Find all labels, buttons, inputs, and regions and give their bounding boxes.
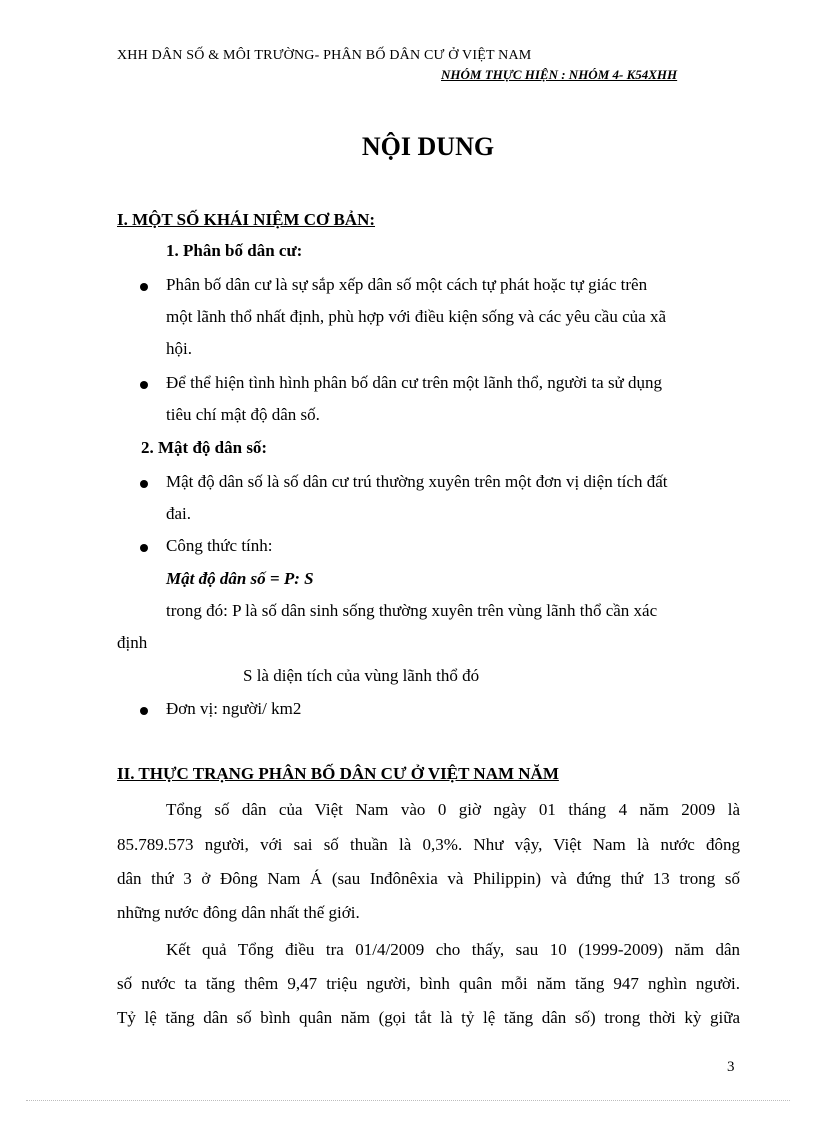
- running-header-left: XHH DÂN SỐ & MÔI TRƯỜNG- PHÂN BỐ DÂN CƯ Ở VIỆT NAM: [117, 48, 532, 63]
- bullet-1-line-3: hội.: [166, 339, 192, 358]
- para-1-line-1: Tổng số dân của Việt Nam vào 0 giờ ngày 01 tháng 4 năm 2009 là: [166, 800, 740, 819]
- where-line-2: định: [117, 633, 148, 652]
- para-1-line-3: dân thứ 3 ở Đông Nam Á (sau Inđônêxia và Philippin) và đứng thứ 13 trong số: [117, 869, 740, 888]
- bullet-icon: [140, 707, 148, 715]
- unit-text: Đơn vị: người/ km2: [166, 699, 302, 718]
- bullet-3-line-1: Mật độ dân số là số dân cư trú thường xuyên trên một đơn vị diện tích đất: [166, 472, 668, 491]
- bullet-2-line-1: Để thể hiện tình hình phân bố dân cư trên một lãnh thổ, người ta sử dụng: [166, 373, 663, 392]
- para-2-line-2: số nước ta tăng thêm 9,47 triệu người, bình quân mỗi năm tăng 947 nghìn người.: [117, 974, 740, 993]
- running-header-right: NHÓM THỰC HIỆN : NHÓM 4- K54XHH: [441, 67, 678, 82]
- bullet-icon: [140, 544, 148, 552]
- page-title: NỘI DUNG: [361, 132, 495, 161]
- formula: Mật độ dân số = P: S: [166, 569, 314, 588]
- subsection-1-heading: 1. Phân bố dân cư:: [166, 241, 303, 260]
- para-1-line-4: những nước đông dân nhất thế giới.: [117, 903, 360, 922]
- para-2-line-1: Kết quả Tổng điều tra 01/4/2009 cho thấy, sau 10 (1999-2009) năm dân: [166, 940, 740, 959]
- footer-divider: [26, 1100, 790, 1101]
- bullet-icon: [140, 381, 148, 389]
- bullet-3-line-2: đai.: [166, 504, 192, 523]
- bullet-4-text: Công thức tính:: [166, 536, 273, 555]
- subsection-2-heading: 2. Mật độ dân số:: [141, 438, 268, 457]
- para-2-line-3: Tỷ lệ tăng dân số bình quân năm (gọi tắt là tỷ lệ tăng dân số) trong thời kỳ giữa: [117, 1008, 740, 1027]
- bullet-icon: [140, 480, 148, 488]
- section-1-heading: I. MỘT SỐ KHÁI NIỆM CƠ BẢN:: [117, 210, 376, 229]
- bullet-icon: [140, 283, 148, 291]
- s-definition: S là diện tích của vùng lãnh thổ đó: [243, 666, 480, 685]
- bullet-2-line-2: tiêu chí mật độ dân số.: [166, 405, 320, 424]
- bullet-1-line-1: Phân bố dân cư là sự sắp xếp dân số một cách tự phát hoặc tự giác trên: [166, 275, 648, 294]
- para-1-line-2: 85.789.573 người, với sai số thuần là 0,3%. Như vậy, Việt Nam là nước đông: [117, 835, 740, 854]
- page-number: 3: [727, 1059, 735, 1075]
- where-line-1: trong đó: P là số dân sinh sống thường xuyên trên vùng lãnh thổ cần xác: [166, 601, 658, 620]
- section-2-heading: II. THỰC TRẠNG PHÂN BỐ DÂN CƯ Ở VIỆT NAM NĂM: [117, 764, 559, 783]
- bullet-1-line-2: một lãnh thổ nhất định, phù hợp với điều kiện sống và các yêu cầu của xã: [166, 307, 666, 326]
